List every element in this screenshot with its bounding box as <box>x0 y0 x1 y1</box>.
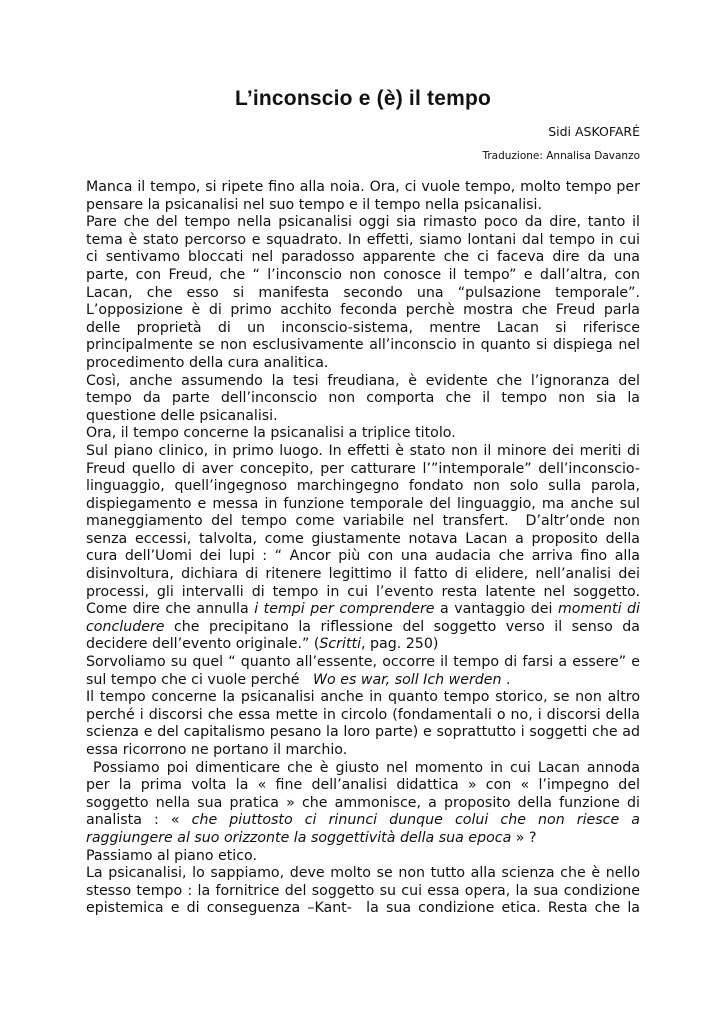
text-line <box>86 883 640 901</box>
text-line <box>86 865 640 883</box>
text-span: Manca il tempo, si ripete fino alla noia. Ora, ci vuole tempo, molto tempo per <box>86 179 640 195</box>
text-span: stesso tempo : la fornitrice del soggetto su cui essa opera, la sua condizione <box>86 882 640 899</box>
text-span: decidere dell’evento originale.” ( <box>86 636 320 653</box>
text-span: Ora, il tempo concerne la psicanalisi a triplice titolo. <box>86 425 456 442</box>
text-line <box>86 443 640 461</box>
text-line <box>86 760 640 778</box>
text-span: essa ricorrono ne portano il marchio. <box>86 742 348 758</box>
italic-text: raggiungere al suo orizzonte la soggettività della sua epoca <box>86 829 512 846</box>
text-line <box>86 302 640 320</box>
text-line <box>86 707 640 725</box>
text-line <box>86 619 640 637</box>
page-title: L’inconscio e (è) il tempo <box>234 87 492 110</box>
text-span: Così, anche assumendo la tesi freudiana, è evidente che l’ignoranza del <box>86 372 640 389</box>
text-span: » ? <box>511 829 537 846</box>
text-span: Come dire che annulla <box>86 601 255 618</box>
text-span: delle proprietà di un inconscio-sistema, mentre Lacan si riferisce <box>86 319 640 336</box>
text-line <box>86 636 640 654</box>
text-span: principalmente se non esclusivamente all’inconscio in quanto si dispiega nel <box>86 337 640 354</box>
text-line <box>86 724 640 742</box>
text-span: analista : « <box>86 812 192 829</box>
text-line <box>86 795 640 813</box>
text-line <box>86 197 640 215</box>
text-line <box>86 214 640 232</box>
text-span: soggetto nella sua pratica » che ammonisce, a proposito della funzione di <box>86 794 640 811</box>
text-line <box>86 689 640 707</box>
text-span: Sul piano clinico, in primo luogo. In effetti è stato non il minore dei meriti di <box>86 442 640 459</box>
text-span: tempo da parte dell’inconscio non comporta che il tempo non sia la <box>86 390 640 407</box>
text-line <box>86 900 640 918</box>
text-line <box>86 232 640 250</box>
italic-text: Wo es war, soll Ich werden <box>308 671 502 688</box>
text-span: linguaggio, quell’ingegnoso marchingegno fondato non solo sulla parola, <box>86 478 640 495</box>
text-line <box>86 654 640 672</box>
text-span: Possiamo poi dimenticare che è giusto nel momento in cui Lacan annoda <box>86 759 640 776</box>
text-line <box>86 478 640 496</box>
text-span: sul tempo che ci vuole perché <box>86 671 309 688</box>
text-span: maneggiamento del tempo come variabile nel transfert. D’altr’onde non <box>86 513 640 530</box>
text-line <box>86 373 640 391</box>
text-line <box>86 461 640 479</box>
text-span: Il tempo concerne la psicanalisi anche in quanto tempo storico, se non altro <box>86 689 640 706</box>
text-span: scienza e del capitalismo pesano la loro parte) e soprattutto i soggetti che ad <box>86 724 640 741</box>
text-span: che precipitano la riflessione del soggetto verso il senso da <box>164 618 640 635</box>
text-line <box>86 531 640 549</box>
text-span: Passiamo al piano etico. <box>86 847 257 864</box>
text-span: senza eccessi, talvolta, come giustamente notava Lacan a proposito della <box>86 530 640 547</box>
text-span: pensare la psicanalisi nel suo tempo e il tempo nella psicanalisi. <box>86 196 543 213</box>
text-line <box>86 249 640 267</box>
text-line <box>86 355 640 373</box>
text-line <box>86 425 640 443</box>
italic-text: che piuttosto ci rinunci dunque colui che non riesce a <box>191 812 640 829</box>
body-text <box>86 179 640 918</box>
text-line <box>86 566 640 584</box>
text-span: a vantaggio dei <box>434 601 558 618</box>
text-span: parte, con Freud, che “ l’inconscio non conosce il tempo” e dall’altra, con <box>86 266 640 283</box>
translator-credit: Traduzione: Annalisa Davanzo <box>482 150 640 162</box>
text-line <box>86 267 640 285</box>
text-line <box>86 285 640 303</box>
text-span: Pare che del tempo nella psicanalisi oggi sia rimasto poco da dire, tanto il <box>86 214 640 231</box>
text-line <box>86 601 640 619</box>
text-span: ci sentivamo bloccati nel paradosso apparente che ci faceva dire da una <box>86 249 640 266</box>
italic-text: momenti di <box>557 601 640 618</box>
text-line <box>86 179 640 197</box>
text-span: procedimento della cura analitica. <box>86 354 329 371</box>
text-span: Lacan, che esso si manifesta secondo una “pulsazione temporale”. <box>86 284 640 301</box>
text-span: dispiegamento e messa in funzione temporale del linguaggio, ma anche sul <box>86 495 640 512</box>
text-line <box>86 408 640 426</box>
text-span: cura dell’Uomi dei lupi : “ Ancor più con una audacia che arriva fino alla <box>86 548 640 565</box>
text-span: La psicanalisi, lo sappiamo, deve molto se non tutto alla scienza che è nello <box>86 865 640 882</box>
text-line <box>86 320 640 338</box>
author-name: Sidi ASKOFARÉ <box>548 124 640 139</box>
italic-text: Scritti <box>319 636 362 653</box>
text-span: perché i discorsi che essa mette in circolo (fondamentali o no, i discorsi della <box>86 706 640 723</box>
text-line <box>86 777 640 795</box>
text-span: . <box>501 671 511 688</box>
text-line <box>86 548 640 566</box>
text-line <box>86 513 640 531</box>
text-span: processi, gli intervalli di tempo in cui l’evento resta latente nel soggetto. <box>86 583 640 600</box>
text-line <box>86 337 640 355</box>
text-span: disinvoltura, dichiara di ritenere legittimo il fatto di elidere, nell’analisi dei <box>86 566 640 583</box>
italic-text: i tempi per comprendere <box>254 601 435 618</box>
text-line <box>86 390 640 408</box>
text-line <box>86 742 640 760</box>
text-line <box>86 584 640 602</box>
text-span: epistemica e di conseguenza –Kant- la sua condizione etica. Resta che la <box>86 900 640 917</box>
text-span: , pag. 250) <box>361 636 439 653</box>
italic-text: concludere <box>86 618 165 635</box>
text-line <box>86 830 640 848</box>
text-span: L’opposizione è di primo acchito feconda perchè mostra che Freud parla <box>86 302 640 319</box>
text-span: per la prima volta la « fine dell’analisi didattica » con « l’impegno del <box>86 777 640 794</box>
text-span: Freud quello di aver concepito, per catturare l’”intemporale” dell’inconscio- <box>86 460 640 477</box>
text-line <box>86 672 640 690</box>
text-line <box>86 496 640 514</box>
text-line <box>86 848 640 866</box>
text-span: tema è stato percorso e squadrato. In effetti, siamo lontani dal tempo in cui <box>86 231 640 248</box>
text-span: Sorvoliamo su quel “ quanto all’essente, occorre il tempo di farsi a essere” e <box>86 654 640 671</box>
text-line <box>86 812 640 830</box>
text-span: questione delle psicanalisi. <box>86 407 278 424</box>
